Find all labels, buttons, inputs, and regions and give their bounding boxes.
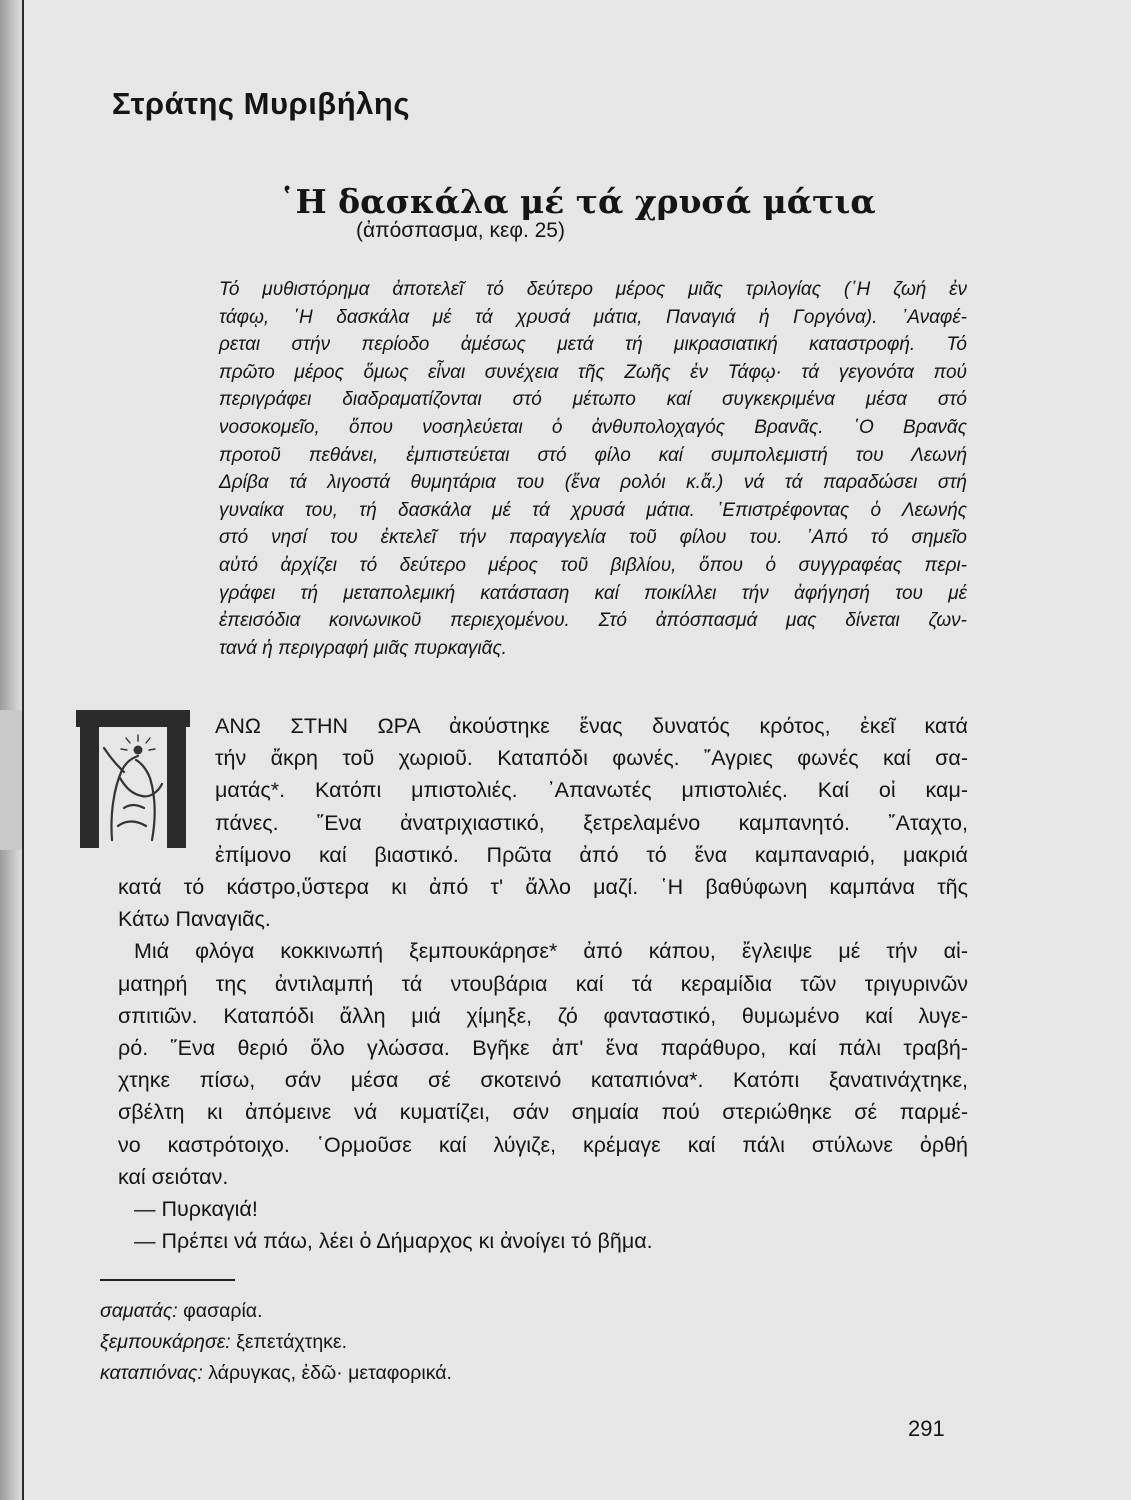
story-line: Μιά φλόγα κοκκινωπή ξεμπουκάρησε* ἀπό κάπου, ἔγλειψε μέ τήν αἱ- <box>134 939 968 964</box>
intro-line: τανά ἡ περιγραφή μιᾶς πυρκαγιᾶς. <box>219 637 507 659</box>
story-line: χτηκε πίσω, σάν μέσα σέ σκοτεινό καταπιόνα*. Κατόπι ξανατινάχτηκε, <box>118 1068 968 1093</box>
intro-line: Δρίβα τά λιγοστά θυμητάρια του (ἕνα ρολόι κ.ἄ.) νά τά παραδώσει στή <box>219 472 967 494</box>
footnote-term: ξεμπουκάρησε: <box>100 1331 231 1353</box>
footnote-item <box>100 1358 452 1389</box>
story-line: ματάς*. Κατόπι μπιστολιές. ᾿Απανωτές μπιστολιές. Καί οἱ καμ- <box>215 778 968 803</box>
footnotes <box>100 1296 452 1389</box>
footnote-definition: λάρυγκας, ἐδῶ· μεταφορικά. <box>208 1362 452 1384</box>
story-line: τήν ἄκρη τοῦ χωριοῦ. Καταπόδι φωνές. ῎Αγριες φωνές καί σα- <box>215 746 968 771</box>
story-line: ρό. ῞Ενα θεριό ὅλο γλώσσα. Βγῆκε ἀπ' ἕνα παράθυρο, καί πάλι τραβή- <box>118 1036 968 1061</box>
author-name: Στράτης Μυριβήλης <box>112 86 410 121</box>
footnote-rule <box>100 1279 235 1281</box>
footnote-term: σαματάς: <box>100 1300 178 1322</box>
footnote-definition: ξεπετάχτηκε. <box>236 1331 348 1353</box>
intro-line: στό νησί του ἐκτελεῖ τήν παραγγελία τοῦ φίλου του. ᾿Από τό σημεῖο <box>219 527 967 549</box>
dropcap-left-stem <box>80 727 99 848</box>
intro-line: ρεται στήν περίοδο ἀμέσως μετά τή μικρασιατική καταστροφή. Τό <box>219 334 967 356</box>
story-line: κατά τό κάστρο,ὕστερα κι ἀπό τ' ἄλλο μαζί. ῾Η βαθύφωνη καμπάνα τῆς <box>118 875 968 900</box>
story-line: ἐπίμονο καί βιαστικό. Πρῶτα ἀπό τό ἕνα καμπαναριό, μακριά <box>215 842 968 867</box>
intro-line: Τό μυθιστόρημα ἀποτελεῖ τό δεύτερο μέρος μιᾶς τριλογίας (῾Η ζωή ἐν <box>219 279 967 300</box>
story-line: σβέλτη κι ἀπόμεινε νά κυματίζει, σάν σημαία πού στεριώθηκε σέ παρμέ- <box>118 1100 968 1125</box>
intro-line: γυναίκα του, τή δασκάλα μέ τά χρυσά μάτια. ᾿Επιστρέφοντας ὁ Λεωνής <box>219 499 967 521</box>
story-line: ΑΝΩ ΣΤΗΝ ΩΡΑ ἀκούστηκε ἕνας δυνατός κρότος, ἐκεῖ κατά <box>215 714 968 738</box>
intro-line: περιγράφει διαδραματίζονται στό μέτωπο καί συγκεκριμένα μέσα στό <box>219 389 967 411</box>
footnote-definition: φασαρία. <box>183 1300 263 1322</box>
story-line: Κάτω Παναγιᾶς. <box>118 907 271 932</box>
intro-line: αὐτό ἀρχίζει τό δεύτερο μέρος τοῦ βιβλίου, ὅπου ὁ συγγραφέας περι- <box>219 554 967 576</box>
excerpt-subtitle: (ἀπόσπασμα, κεφ. 25) <box>356 219 565 242</box>
dialogue-line: — Πυρκαγιά! <box>134 1197 258 1222</box>
story-line: σπιτιῶν. Καταπόδι ἄλλη μιά χίμηξε, ζό φανταστικό, θυμωμένο καί λυγε- <box>118 1003 968 1028</box>
intro-line: προτοῦ πεθάνει, ἐμπιστεύεται στό φίλο καί συμπολεμιστή του Λεωνή <box>219 444 967 466</box>
binding-line <box>22 0 24 1500</box>
dialogue-line: — Πρέπει νά πάω, λέει ὁ Δήμαρχος κι ἀνοίγει τό βῆμα. <box>134 1229 653 1254</box>
intro-paragraph <box>219 276 967 662</box>
page-number: 291 <box>908 1416 945 1441</box>
page-edge-tab <box>0 710 24 850</box>
story-line: νο καστρότοιχο. ῾Ορμοῦσε καί λύγιζε, κρέμαγε καί πάλι στύλωνε ὀρθή <box>118 1132 968 1157</box>
story-line: ματηρή της ἀντιλαμπή τά ντουβάρια καί τά κεραμίδια τῶν τριγυρινῶν <box>118 971 968 996</box>
footnote-item <box>100 1296 452 1327</box>
story-line: καί σειόταν. <box>118 1164 229 1189</box>
intro-line: γράφει τή μεταπολεμική κατάσταση καί ποικίλλει τήν ἀφήγησή του μέ <box>219 582 967 604</box>
intro-line: τάφῳ, ῾Η δασκάλα μέ τά χρυσά μάτια, Παναγιά ἡ Γοργόνα). ᾿Αναφέ- <box>219 306 967 328</box>
story-line: πάνες. ῞Ενα ἀνατριχιαστικό, ξετρελαμένο καμπανητό. ῎Αταχτο, <box>215 810 968 835</box>
story-text <box>118 710 968 1257</box>
intro-line: ἐπεισόδια κοινωνικοῦ περιεχομένου. Στό ἀπόσπασμά μας δίνεται ζων- <box>219 610 967 632</box>
excerpt-title: ῾Η δασκάλα μέ τά χρυσά μάτια <box>279 182 876 221</box>
intro-line: πρῶτο μέρος ὅμως εἶναι συνέχεια τῆς Ζωῆς ἐν Τάφῳ· τά γεγονότα πού <box>219 361 967 383</box>
intro-line: νοσοκομεῖο, ὅπου νοσηλεύεται ὁ ἀνθυπολοχαγός Βρανᾶς. ῾Ο Βρανᾶς <box>219 416 967 438</box>
footnote-item <box>100 1327 452 1358</box>
footnote-term: καταπιόνας: <box>100 1362 203 1384</box>
